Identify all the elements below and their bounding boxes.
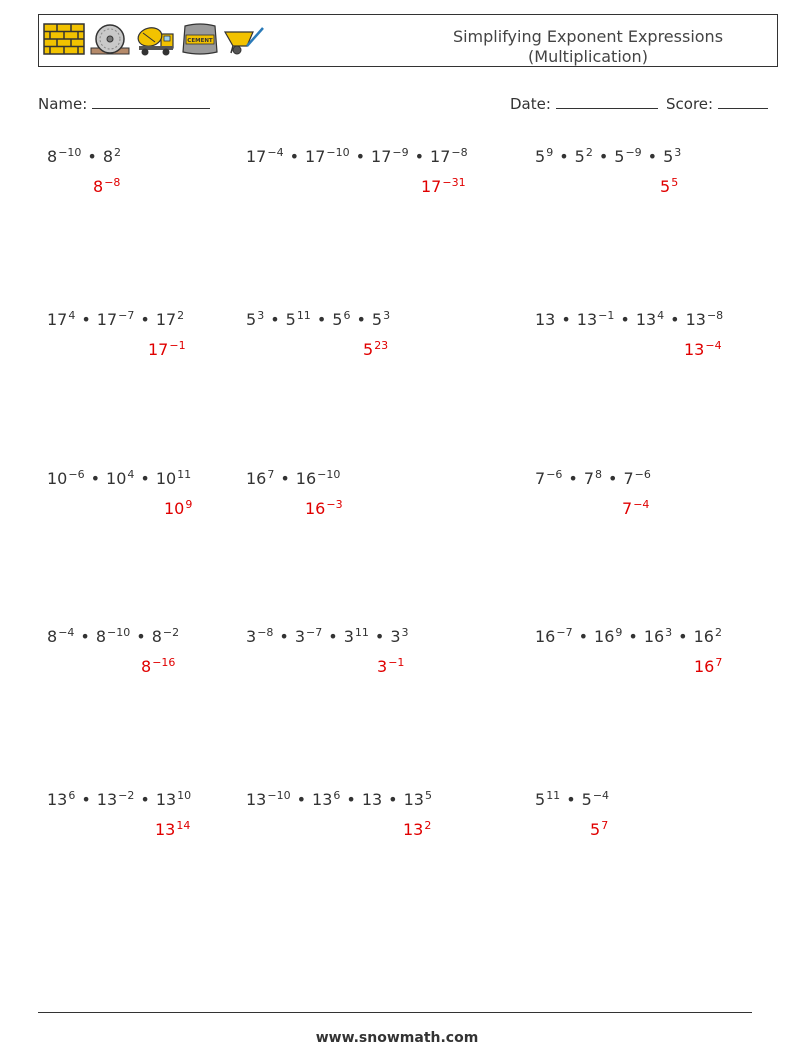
multiply-dot: • [280,469,290,488]
problem-expression [535,309,723,329]
problem-expression [246,468,340,488]
multiply-dot: • [270,310,280,329]
power-term [47,626,74,646]
answer [684,339,722,359]
power-term [623,468,650,488]
exponent: 3 [674,146,682,159]
power-term [575,146,593,166]
base: 17 [47,310,68,329]
multiply-dot: • [670,310,680,329]
base: 10 [47,469,68,488]
exponent: 4 [127,468,135,481]
exponent: 23 [374,339,389,352]
base: 13 [403,790,424,809]
base: 17 [371,147,392,166]
base: 5 [332,310,343,329]
base: 7 [535,469,546,488]
exponent: 4 [68,309,76,322]
answer [93,176,120,196]
multiply-dot: • [81,790,91,809]
exponent: −2 [162,626,180,639]
power-term [312,789,340,809]
exponent: −8 [451,146,468,159]
exponent: −7 [306,626,323,639]
power-term [103,146,121,166]
exponent: −10 [326,146,350,159]
exponent: −10 [317,468,341,481]
base: 5 [285,310,296,329]
exponent: −10 [107,626,131,639]
multiply-dot: • [598,147,609,166]
power-term [246,309,264,329]
power-term [246,789,291,809]
multiply-dot: • [414,147,425,166]
base: 5 [535,147,546,166]
multiply-dot: • [136,627,146,646]
wheelbarrow-icon [223,22,267,56]
power-term [152,626,179,646]
multiply-dot: • [578,627,589,646]
multiply-dot: • [566,790,576,809]
base: 8 [47,627,58,646]
power-term [93,176,120,196]
power-term [362,790,382,809]
multiply-dot: • [296,790,307,809]
base: 16 [594,627,615,646]
base: 13 [635,310,657,329]
multiply-dot: • [81,310,91,329]
power-term [663,146,681,166]
multiply-dot: • [559,147,569,166]
base: 7 [583,469,595,488]
multiply-dot: • [316,310,327,329]
exponent: −1 [388,656,405,669]
exponent: 7 [715,656,723,669]
power-term [246,146,284,166]
base: 17 [305,147,326,166]
power-term [156,789,191,809]
exponent: −6 [546,468,563,481]
exponent: −8 [104,176,121,189]
power-term [155,819,190,839]
power-term [148,339,186,359]
power-term [694,656,722,676]
multiply-dot: • [279,627,289,646]
multiply-dot: • [374,627,385,646]
power-term [377,656,404,676]
exponent: −1 [598,309,615,322]
exponent: 8 [595,468,603,481]
power-term [296,468,341,488]
power-term [594,626,622,646]
base: 13 [684,340,705,359]
power-term [622,498,649,518]
base: 10 [164,499,185,518]
exponent: 4 [657,309,665,322]
power-term [47,309,75,329]
multiply-dot: • [328,627,338,646]
exponent: −4 [267,146,284,159]
base: 3 [377,657,388,676]
problem-expression [47,146,121,166]
power-term [660,176,678,196]
multiply-dot: • [140,310,150,329]
answer [305,498,343,518]
cement-mixer-truck-icon [135,22,177,56]
answer [377,656,404,676]
exponent: −4 [705,339,722,352]
power-term [535,310,555,329]
exponent: −8 [257,626,274,639]
base: 8 [95,627,107,646]
multiply-dot: • [628,627,638,646]
score-field[interactable] [666,94,768,113]
power-term [404,789,432,809]
power-term [535,146,553,166]
score-label: Score: [666,95,714,113]
base: 17 [148,340,169,359]
exponent: 2 [177,309,185,322]
multiply-dot: • [388,790,398,809]
exponent: −9 [625,146,642,159]
power-term [344,626,369,646]
power-term [106,468,134,488]
multiply-dot: • [678,627,688,646]
header-box [38,14,778,67]
exponent: −3 [326,498,343,511]
exponent: 2 [424,819,432,832]
date-field[interactable] [510,94,658,113]
problem-expression [246,146,468,166]
exponent: −6 [634,468,651,481]
header-icons [43,22,267,56]
exponent: 9 [615,626,623,639]
base: 5 [246,310,257,329]
power-term [430,146,468,166]
name-label: Name: [38,95,88,113]
base: 5 [581,790,592,809]
footer-url: www.snowmath.com [315,1030,479,1046]
power-term [684,339,722,359]
power-term [584,468,602,488]
answer [164,498,192,518]
base: 5 [371,310,383,329]
cement-bag-label: CEMENT [187,38,213,44]
exponent: 9 [546,146,554,159]
multiply-dot: • [561,310,571,329]
multiply-dot: • [140,469,150,488]
answer [363,339,388,359]
exponent: 9 [185,498,193,511]
answer [141,656,175,676]
base: 13 [535,310,556,329]
base: 8 [151,627,162,646]
base: 17 [430,147,451,166]
exponent: −4 [633,498,650,511]
base: 13 [403,820,424,839]
exponent: 11 [177,468,192,481]
answer [421,176,466,196]
exponent: −6 [68,468,85,481]
power-term [535,789,560,809]
multiply-dot: • [289,147,300,166]
exponent: 3 [383,309,391,322]
base: 17 [96,310,118,329]
exponent: −7 [118,309,135,322]
exponent: 6 [343,309,351,322]
power-term [694,626,722,646]
date-label: Date: [510,95,551,113]
base: 10 [155,469,177,488]
base: 5 [663,147,674,166]
base: 13 [361,790,383,809]
power-term [156,468,191,488]
exponent: −8 [706,309,724,322]
exponent: 6 [333,789,341,802]
base: 5 [363,340,374,359]
power-term [390,626,408,646]
exponent: −1 [169,339,186,352]
base: 5 [574,147,585,166]
power-term [156,309,184,329]
answer [694,656,722,676]
base: 13 [576,310,598,329]
exponent: 11 [296,309,311,322]
answer [403,819,431,839]
exponent: −16 [152,656,176,669]
base: 5 [660,177,671,196]
power-term [246,468,274,488]
exponent: −31 [442,176,466,189]
exponent: 10 [177,789,192,802]
exponent: 3 [665,626,673,639]
base: 17 [421,177,442,196]
base: 13 [155,820,176,839]
title-line-2: (Multiplication) [528,47,648,66]
exponent: 5 [671,176,679,189]
answer [590,819,608,839]
exponent: 14 [176,819,191,832]
answer [622,498,649,518]
exponent: −9 [392,146,409,159]
bricks-icon [43,22,85,56]
exponent: 6 [68,789,76,802]
multiply-dot: • [90,469,101,488]
multiply-dot: • [80,627,90,646]
exponent: 7 [267,468,275,481]
power-term [644,626,672,646]
saw-blade-icon [89,22,131,56]
power-term [590,819,608,839]
multiply-dot: • [140,790,150,809]
power-term [295,626,322,646]
problem-expression [246,309,390,329]
power-term [305,498,343,518]
multiply-dot: • [356,310,366,329]
power-term [577,309,615,329]
exponent: 2 [114,146,122,159]
power-term [582,789,609,809]
name-field[interactable] [38,94,210,113]
exponent: −4 [58,626,75,639]
footer-divider [38,1012,752,1013]
power-term [372,309,390,329]
base: 16 [693,627,714,646]
cement-bag-icon [181,22,219,56]
power-term [636,309,664,329]
exponent: 7 [601,819,609,832]
base: 17 [246,147,267,166]
answer [155,819,190,839]
name-blank[interactable] [92,94,210,109]
exponent: 2 [714,626,722,639]
power-term [421,176,466,196]
power-term [332,309,350,329]
base: 13 [685,310,706,329]
multiply-dot: • [87,147,97,166]
date-blank[interactable] [556,94,658,109]
problem-expression [535,146,681,166]
answer [660,176,678,196]
answer [148,339,186,359]
problem-expression [47,309,184,329]
base: 3 [390,627,401,646]
power-term [614,146,641,166]
exponent: −10 [267,789,291,802]
base: 16 [295,469,317,488]
base: 8 [93,177,104,196]
exponent: −10 [58,146,82,159]
power-term [97,309,135,329]
multiply-dot: • [568,469,578,488]
multiply-dot: • [620,310,630,329]
power-term [686,309,724,329]
title-line-1: Simplifying Exponent Expressions [452,27,724,46]
exponent: 3 [401,626,409,639]
base: 3 [246,627,257,646]
base: 3 [294,627,306,646]
power-term [371,146,409,166]
power-term [141,656,175,676]
power-term [97,789,135,809]
exponent: −7 [556,626,573,639]
power-term [47,789,75,809]
multiply-dot: • [608,469,618,488]
power-term [47,146,81,166]
multiply-dot: • [355,147,366,166]
base: 16 [694,657,715,676]
power-term [535,626,573,646]
base: 3 [343,627,354,646]
base: 8 [102,147,114,166]
power-term [535,468,562,488]
multiply-dot: • [346,790,356,809]
exponent: 11 [546,789,561,802]
power-term [363,339,388,359]
base: 16 [535,627,556,646]
problem-expression [47,468,191,488]
exponent: 3 [257,309,265,322]
problem-expression [246,789,432,809]
power-term [403,819,431,839]
base: 13 [312,790,333,809]
power-term [286,309,311,329]
exponent: 5 [424,789,432,802]
base: 5 [614,147,625,166]
base: 16 [305,499,326,518]
base: 10 [106,469,127,488]
base: 17 [155,310,177,329]
exponent: −2 [118,789,135,802]
power-term [305,146,350,166]
base: 5 [535,790,546,809]
base: 7 [622,499,633,518]
problem-expression [246,626,409,646]
problem-expression [535,789,609,809]
multiply-dot: • [647,147,658,166]
base: 13 [246,790,267,809]
worksheet-title [399,27,777,67]
score-blank[interactable] [718,94,768,109]
problem-expression [535,626,722,646]
base: 8 [141,657,152,676]
exponent: 11 [354,626,369,639]
exponent: −4 [592,789,610,802]
base: 5 [590,820,601,839]
power-term [164,498,192,518]
base: 13 [96,790,118,809]
base: 16 [643,627,665,646]
power-term [96,626,130,646]
problem-expression [535,468,651,488]
base: 8 [47,147,58,166]
power-term [47,468,85,488]
base: 7 [623,469,634,488]
base: 16 [246,469,267,488]
power-term [246,626,273,646]
problem-expression [47,626,179,646]
base: 13 [47,790,68,809]
base: 13 [155,790,177,809]
problem-expression [47,789,191,809]
exponent: 2 [585,146,593,159]
